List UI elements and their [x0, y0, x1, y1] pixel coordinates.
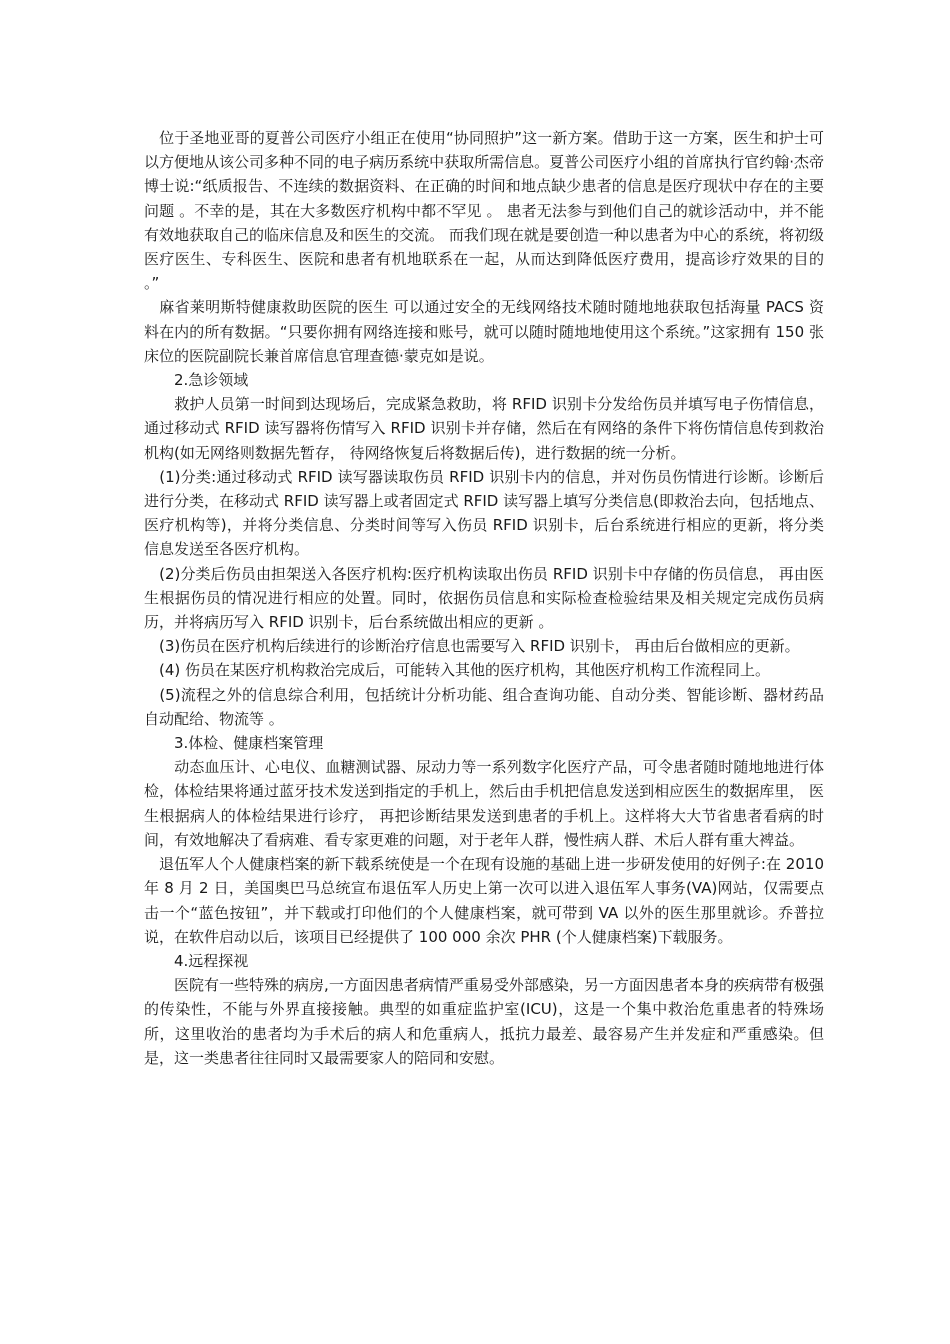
- paragraph-veterans-phr: 退伍军人个人健康档案的新下载系统使是一个在现有设施的基础上进一步研发使用的好例子:在 2010 年 8 月 2 日，美国奥巴马总统宣布退伍军人历史上第一次可以进入退伍军人事务(VA)网站，仅需要点击一个“蓝色按钮”，并下载或打印他们的个人健康档案，就可带到 VA 以外的医生那里就诊。乔普拉说，在软件启动以后，该项目已经提供了 100 000 余次 PHR (个人健康档案)下载服务。: [144, 855, 824, 946]
- paragraph-step-4-referral: (4) 伤员在某医疗机构救治完成后，可能转入其他的医疗机构，其他医疗机构工作流程同上。: [144, 661, 771, 680]
- section-heading-emergency: 2.急诊领域: [174, 371, 249, 390]
- paragraph-step-5-analytics: (5)流程之外的信息综合利用，包括统计分析功能、组合查询功能、自动分类、智能诊断、器材药品自动配给、物流等 。: [144, 685, 824, 728]
- paragraph-step-1-classification: (1)分类:通过移动式 RFID 读写器读取伤员 RFID 识别卡内的信息，并对伤员伤情进行诊断。诊断后进行分类，在移动式 RFID 读写器上或者固定式 RFID 读写器上填写分类信息(即救治去向，包括地点、医疗机构等)，并将分类信息、分类时间等写入伤员 RFID 识别卡，后台系统进行相应的更新，将分类信息发送至各医疗机构。: [144, 467, 824, 559]
- paragraph-step-2-transfer: (2)分类后伤员由担架送入各医疗机构:医疗机构读取出伤员 RFID 识别卡中存储的伤员信息， 再由医生根据伤员的情况进行相应的处置。同时，依据伤员信息和实际检查检验结果及相关规定完成伤员病历，并将病历写入 RFID 识别卡，后台系统做出相应的更新 。: [144, 564, 824, 632]
- paragraph-leominster-hospital: 麻省莱明斯特健康救助医院的医生 可以通过安全的无线网络技术随时随地地获取包括海量 PACS 资料在内的所有数据。“只要你拥有网络连接和账号，就可以随时随地地使用这个系统。”这家拥有 150 张床位的医院副院长兼首席信息官理查德·蒙克如是说。: [144, 298, 824, 365]
- paragraph-icu: 医院有一些特殊的病房,一方面因患者病情严重易受外部感染，另一方面因患者本身的疾病带有极强的传染性，不能与外界直接接触。典型的如重症监护室(ICU)，这是一个集中救治危重患者的特殊场所，这里收治的患者均为手术后的病人和危重病人，抵抗力最差、最容易产生并发症和严重感染。但是，这一类患者往往同时又最需要家人的陪同和安慰。: [144, 976, 824, 1067]
- paragraph-emergency-rfid: 救护人员第一时间到达现场后，完成紧急救助，将 RFID 识别卡分发给伤员并填写电子伤情信息，通过移动式 RFID 读写器将伤情写入 RFID 识别卡并存储，然后在有网络的条件下将伤情信息传到救治机构(如无网络则数据先暂存， 待网络恢复后将数据后传)，进行数据的统一分析。: [144, 395, 824, 462]
- section-heading-remote-visit: 4.远程探视: [174, 951, 249, 970]
- paragraph-sharp-collaborative-care: 位于圣地亚哥的夏普公司医疗小组正在使用“协同照护”这一新方案。借助于这一方案，医生和护士可以方便地从该公司多种不同的电子病历系统中获取所需信息。夏普公司医疗小组的首席执行官约翰·杰帝博士说:“纸质报告、不连续的数据资料、在正确的时间和地点缺少患者的信息是医疗现状中存在的主要问题 。不幸的是，其在大多数医疗机构中都不罕见 。 患者无法参与到他们自己的就诊活动中，并不能有效地获取自己的临床信息及和医生的交流。 而我们现在就是要创造一种以患者为中心的系统，将初级医疗医生、专科医生、医院和患者有机地联系在一起，从而达到降低医疗费用，提高诊疗效果的目的 。”: [144, 129, 824, 293]
- paragraph-digital-devices: 动态血压计、心电仪、血糖测试器、尿动力等一系列数字化医疗产品，可令患者随时随地地进行体检，体检结果将通过蓝牙技术发送到指定的手机上，然后由手机把信息发送到相应医生的数据库里， 医生根据病人的体检结果进行诊疗， 再把诊断结果发送到患者的手机上。这样将大大节省患者看病的时间，有效地解决了看病难、看专家更难的问题，对于老年人群，慢性病人群、术后人群有重大裨益。: [144, 758, 824, 849]
- paragraph-step-3-followup: (3)伤员在医疗机构后续进行的诊断治疗信息也需要写入 RFID 识别卡， 再由后台做相应的更新。: [144, 637, 800, 656]
- section-heading-health-records: 3.体检、健康档案管理: [174, 734, 324, 753]
- document-body: [144, 126, 824, 1070]
